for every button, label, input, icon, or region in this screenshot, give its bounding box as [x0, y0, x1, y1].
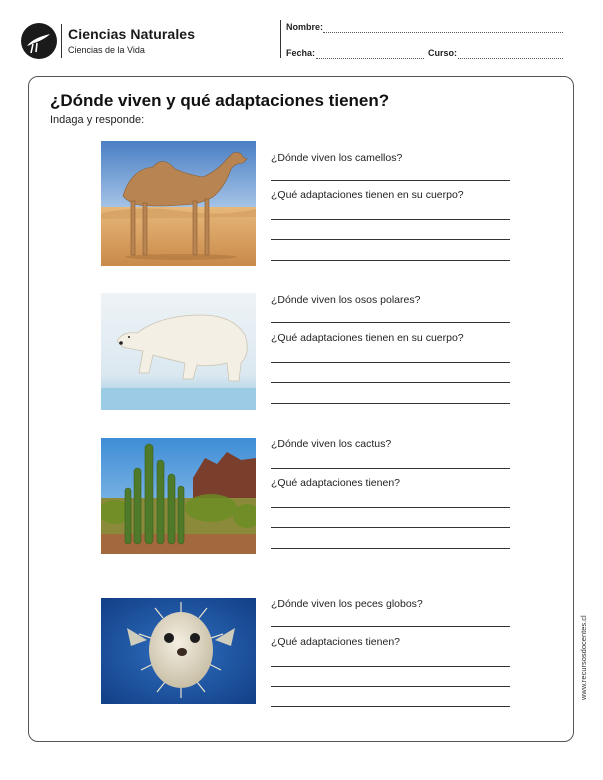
brand-subtitle: Ciencias de la Vida — [68, 45, 145, 55]
answer-line[interactable] — [271, 666, 510, 667]
brand-separator — [61, 24, 62, 58]
question-3-adaptations: ¿Qué adaptaciones tienen? — [271, 477, 401, 489]
answer-line[interactable] — [271, 260, 510, 261]
answer-line[interactable] — [271, 626, 510, 627]
question-1-adaptations: ¿Qué adaptaciones tienen en su cuerpo? — [271, 189, 464, 201]
name-field[interactable] — [323, 32, 563, 33]
answer-line[interactable] — [271, 239, 510, 240]
form-separator — [280, 20, 281, 58]
pufferfish-photo — [101, 598, 256, 704]
worksheet-instruction: Indaga y responde: — [50, 114, 145, 126]
answer-line[interactable] — [271, 322, 510, 323]
answer-line[interactable] — [271, 706, 510, 707]
worksheet-title: ¿Dónde viven y qué adaptaciones tienen? — [50, 91, 390, 110]
question-4-adaptations: ¿Qué adaptaciones tienen? — [271, 636, 401, 648]
answer-line[interactable] — [271, 403, 510, 404]
question-4-where: ¿Dónde viven los peces globos? — [271, 598, 423, 610]
question-2-where: ¿Dónde viven los osos polares? — [271, 294, 421, 306]
watermark-url: www.recursosdocentes.cl — [579, 615, 588, 700]
course-field[interactable] — [458, 58, 563, 59]
answer-line[interactable] — [271, 219, 510, 220]
answer-line[interactable] — [271, 382, 510, 383]
course-label: Curso: — [428, 48, 457, 58]
answer-line[interactable] — [271, 686, 510, 687]
answer-line[interactable] — [271, 527, 510, 528]
polar-bear-photo — [101, 293, 256, 410]
answer-line[interactable] — [271, 468, 510, 469]
name-label: Nombre: — [286, 22, 324, 32]
logo — [20, 22, 58, 60]
camel-photo — [101, 141, 256, 266]
question-1-where: ¿Dónde viven los camellos? — [271, 152, 403, 164]
answer-line[interactable] — [271, 362, 510, 363]
answer-line[interactable] — [271, 180, 510, 181]
answer-line[interactable] — [271, 548, 510, 549]
cactus-photo — [101, 438, 256, 554]
date-field[interactable] — [316, 58, 424, 59]
brand-title: Ciencias Naturales — [68, 26, 196, 42]
date-label: Fecha: — [286, 48, 316, 58]
question-3-where: ¿Dónde viven los cactus? — [271, 438, 392, 450]
question-2-adaptations: ¿Qué adaptaciones tienen en su cuerpo? — [271, 332, 464, 344]
answer-line[interactable] — [271, 507, 510, 508]
